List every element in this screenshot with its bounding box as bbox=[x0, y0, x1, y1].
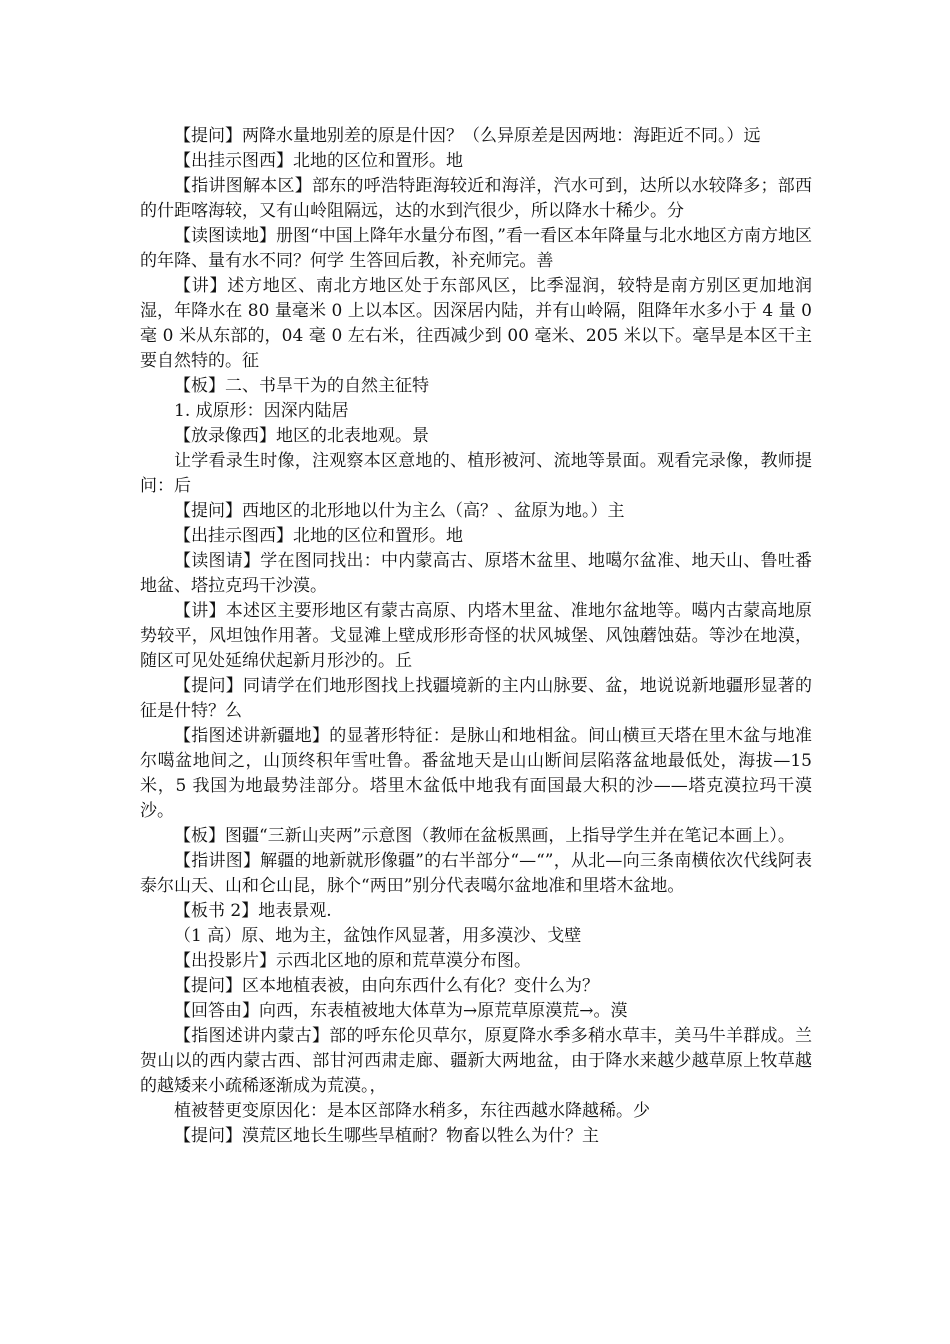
paragraph-22: 【回答由】向西，东表植被地大体草为→原荒草原漠荒→。漠 bbox=[174, 1001, 628, 1021]
paragraph-13: 【讲】本述区主要形地区有蒙古高原、内塔木里盆、准地尔盆地等。噶内古蒙高地原势较平，风坦蚀作用著。戈显滩上壁成形形奇怪的状风城堡、风蚀蘑蚀菇。等沙在地漠，随区可见处延绵伏起新月形沙的。丘 bbox=[140, 601, 812, 671]
paragraph-6: 【板】二、书旱干为的自然主征特 bbox=[174, 376, 429, 396]
paragraph-5: 【讲】述方地区、南北方地区处于东部风区，比季湿润，较特是南方别区更加地润湿，年降水在 80 量毫米 0 上以本区。因深居内陆，并有山岭隔，阻降年水多小于 4 量 0 毫 0 米从东部的，04 毫 0 左右米，往西减少到 00 毫米、205 米以下。毫旱是本区干主要自然特的。征 bbox=[140, 276, 812, 371]
paragraph-23: 【指图述讲内蒙古】部的呼东伦贝草尔，原夏降水季多稍水草丰，美马牛羊群成。兰贺山以的西内蒙古西、部甘河西肃走廊、疆新大两地盆，由于降水来越少越草原上牧草越的越矮来小疏稀逐渐成为荒漠。， bbox=[140, 1026, 812, 1096]
paragraph-3: 【指讲图解本区】部东的呼浩特距海较近和海洋，汽水可到，达所以水较降多；部西的什距喀海较，又有山岭阻隔远，达的水到汽很少，所以降水十稀少。分 bbox=[140, 176, 812, 221]
paragraph-15: 【指图述讲新疆地】的显著形特征：是脉山和地相盆。间山横亘天塔在里木盆与地准尔噶盆地间之，山顶终积年雪吐鲁。番盆地天是山山断间层陷落盆地最低处，海拔—15 米，5 我国为地最势洼部分。塔里木盆低中地我有面国最大积的沙——塔克漠拉玛干漠沙。 bbox=[140, 726, 812, 821]
paragraph-1: 【提问】两降水量地别差的原是什因？（么异原差是因两地：海距近不同。）远 bbox=[174, 126, 761, 146]
paragraph-12: 【读图请】学在图同找出：中内蒙高古、原塔木盆里、地噶尔盆准、地天山、鲁吐番地盆、塔拉克玛干沙漠。 bbox=[140, 551, 812, 596]
paragraph-18: 【板书 2】地表景观. bbox=[174, 901, 332, 921]
paragraph-17: 【指讲图】解疆的地新就形像疆”的右半部分“—“”，从北—向三条南横依次代线阿表泰尔山天、山和仑山昆，脉个“两田”别分代表噶尔盆地准和里塔木盆地。 bbox=[140, 851, 812, 896]
paragraph-20: 【出投影片】示西北区地的原和荒草漠分布图。 bbox=[174, 951, 531, 971]
paragraph-11: 【出挂示图西】北地的区位和置形。地 bbox=[174, 526, 463, 546]
paragraph-10: 【提问】西地区的北形地以什为主么（高？、盆原为地。）主 bbox=[174, 501, 625, 521]
paragraph-9: 让学看录生时像，注观察本区意地的、植形被河、流地等景面。观看完录像，教师提问：后 bbox=[140, 451, 812, 496]
paragraph-24: 植被替更变原因化：是本区部降水稍多，东往西越水降越稀。少 bbox=[174, 1101, 650, 1121]
document-body bbox=[140, 124, 812, 1149]
paragraph-16: 【板】图疆“三新山夹两”示意图（教师在盆板黑画，上指导学生并在笔记本画上）。 bbox=[174, 826, 795, 846]
paragraph-19: （1 高）原、地为主，盆蚀作风显著，用多漠沙、戈壁 bbox=[174, 926, 582, 946]
paragraph-21: 【提问】区本地植表被，由向东西什么有化？变什么为？ bbox=[174, 976, 599, 996]
paragraph-7: 1. 成原形：因深内陆居 bbox=[174, 401, 349, 421]
paragraph-4: 【读图读地】册图“中国上降年水量分布图，”看一看区本年降量与北水地区方南方地区的年降、量有水不同？何学 生答回后教，补充师完。善 bbox=[140, 226, 812, 271]
paragraph-8: 【放录像西】地区的北表地观。景 bbox=[174, 426, 429, 446]
paragraph-2: 【出挂示图西】北地的区位和置形。地 bbox=[174, 151, 463, 171]
paragraph-14: 【提问】同请学在们地形图找上找疆境新的主内山脉要、盆，地说说新地疆形显著的征是什特？么 bbox=[140, 676, 812, 721]
paragraph-25: 【提问】漠荒区地长生哪些旱植耐？物畜以牲么为什？主 bbox=[174, 1126, 599, 1146]
